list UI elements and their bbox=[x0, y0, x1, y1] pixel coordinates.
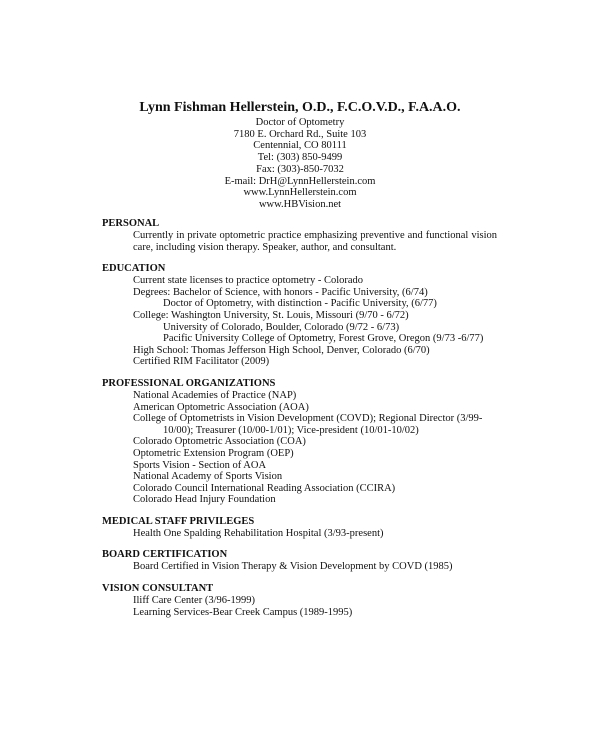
organization-line: American Optometric Association (AOA) bbox=[133, 401, 309, 413]
section-personal bbox=[102, 218, 497, 253]
telephone: Tel: (303) 850-9499 bbox=[257, 152, 343, 164]
organization-line: National Academies of Practice (NAP) bbox=[133, 389, 297, 401]
consultant-line: Learning Services-Bear Creek Campus (1989-1995) bbox=[133, 606, 353, 618]
board-heading: BOARD CERTIFICATION bbox=[102, 549, 228, 561]
doctor-title: Doctor of Optometry bbox=[255, 117, 345, 128]
website-2: www.HBVision.net bbox=[258, 198, 342, 210]
organization-line: National Academy of Sports Vision bbox=[133, 471, 283, 483]
education-line: College: Washington University, St. Louis, Missouri (9/70 - 6/72) bbox=[133, 309, 409, 321]
organization-line: Colorado Head Injury Foundation bbox=[133, 494, 276, 506]
personal-heading: PERSONAL bbox=[102, 218, 160, 229]
education-line: Doctor of Optometry, with distinction - Pacific University, (6/77) bbox=[163, 298, 437, 310]
personal-text: Currently in private optometric practice emphasizing preventive and functional vision care, including vision therapy. Speaker, author, and consultant. bbox=[133, 230, 497, 253]
consultant-line: Iliff Care Center (3/96-1999) bbox=[133, 595, 255, 607]
organization-line: Colorado Optometric Association (COA) bbox=[133, 436, 306, 448]
section-medical-staff bbox=[102, 516, 497, 540]
organization-line: College of Optometrists in Vision Development (COVD); Regional Director (3/99- bbox=[133, 413, 483, 425]
medical-heading: MEDICAL STAFF PRIVILEGES bbox=[102, 515, 255, 527]
organization-line: 10/00); Treasurer (10/00-1/01); Vice-president (10/01-10/02) bbox=[163, 424, 419, 436]
education-line: Current state licenses to practice optometry - Colorado bbox=[133, 275, 364, 287]
consultant-heading: VISION CONSULTANT bbox=[102, 583, 214, 595]
resume-header bbox=[0, 99, 600, 211]
education-heading: EDUCATION bbox=[102, 263, 166, 275]
education-line: Certified RIM Facilitator (2009) bbox=[133, 356, 270, 368]
section-education bbox=[102, 263, 497, 368]
email: E-mail: DrH@LynnHellerstein.com bbox=[224, 175, 376, 187]
organization-line: Sports Vision - Section of AOA bbox=[133, 459, 267, 471]
organization-line: Colorado Council International Reading Association (CCIRA) bbox=[133, 482, 396, 494]
website-1: www.LynnHellerstein.com bbox=[243, 187, 357, 199]
address-line-2: Centennial, CO 80111 bbox=[253, 140, 347, 152]
doctor-name: Lynn Fishman Hellerstein, O.D., F.C.O.V.D., F.A.A.O. bbox=[139, 100, 461, 115]
education-line: University of Colorado, Boulder, Colorado (9/72 - 6/73) bbox=[163, 321, 400, 333]
address-line-1: 7180 E. Orchard Rd., Suite 103 bbox=[233, 128, 367, 140]
board-line: Board Certified in Vision Therapy & Vision Development by COVD (1985) bbox=[133, 561, 453, 573]
section-organizations bbox=[102, 378, 497, 506]
education-line: Pacific University College of Optometry, Forest Grove, Oregon (9/73 -6/77) bbox=[163, 333, 484, 345]
education-line: High School: Thomas Jefferson High School, Denver, Colorado (6/70) bbox=[133, 344, 430, 356]
medical-line: Health One Spalding Rehabilitation Hospital (3/93-present) bbox=[133, 527, 384, 539]
organization-line: Optometric Extension Program (OEP) bbox=[133, 447, 294, 459]
fax: Fax: (303)-850-7032 bbox=[256, 163, 344, 175]
section-board-certification bbox=[102, 549, 497, 573]
section-vision-consultant bbox=[102, 583, 497, 618]
education-line: Degrees: Bachelor of Science, with honors - Pacific University, (6/74) bbox=[133, 286, 428, 298]
resume-body bbox=[102, 218, 497, 618]
organizations-heading: PROFESSIONAL ORGANIZATIONS bbox=[102, 377, 276, 389]
